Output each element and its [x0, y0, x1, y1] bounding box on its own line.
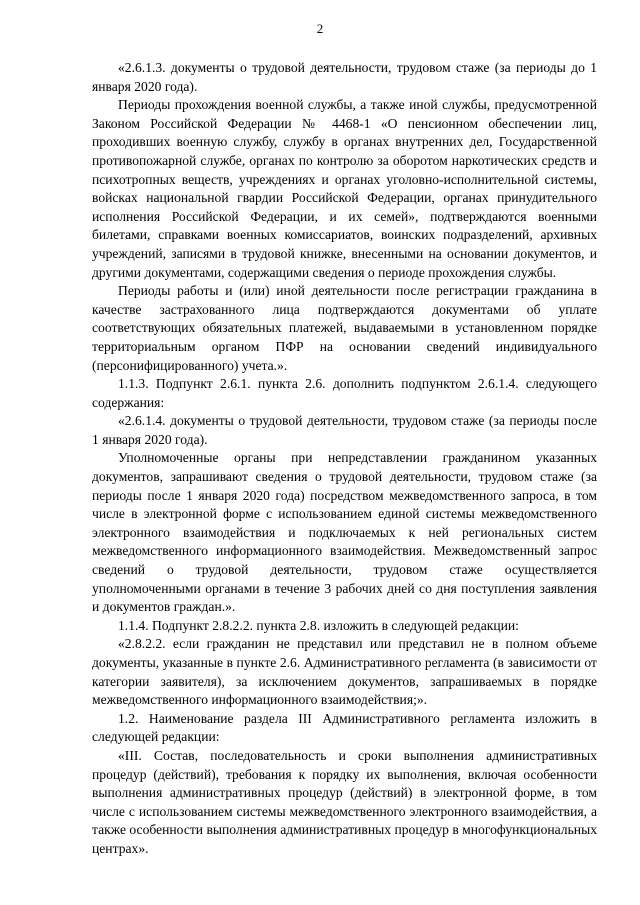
paragraph-1-1-4: 1.1.4. Подпункт 2.8.2.2. пункта 2.8. изложить в следующей редакции:	[118, 617, 519, 633]
paragraph-interagency-request: Уполномоченные органы при непредставлении гражданином указанных документов, запрашивают сведения о трудовой деятельности, трудовом стаже (за периоды после 1 января 2020 года) посредством межведомственного запроса, в том числе в электронной форме с использованием единой системы межведомственного электронного взаимодействия и подключаемых к ней региональных систем межведомственного информационного взаимодействия. Межведомственный запрос сведений о трудовой деятельности, трудовом стаже осуществляется уполномоченными органами в течение 3 рабочих дней со дня поступления заявления и документов граждан.».	[92, 450, 597, 615]
paragraph-military-service: Периоды прохождения военной службы, а также иной службы, предусмотренной Законом Российской Федерации № 4468-1 «О пенсионном обеспечении лиц, проходивших военную службу, службу в органах внутренних дел, Государственной противопожарной службе, органах по контролю за оборотом наркотических средств и психотропных веществ, учреждениях и органах уголовно-исполнительной системы, войсках национальной гвардии Российской Федерации, органах принудительного исполнения Российской Федерации, и их семей», подтверждаются военными билетами, справками военных комиссариатов, воинских подразделений, архивных учреждений, записями в трудовой книжке, внесенными на основании документов, и другими документами, содержащими сведения о периоде прохождения службы.	[92, 97, 597, 280]
paragraph-1-2: 1.2. Наименование раздела III Административного регламента изложить в следующей редакции:	[92, 710, 597, 745]
paragraph-2-6-1-4: «2.6.1.4. документы о трудовой деятельности, трудовом стаже (за периоды после 1 января 2020 года).	[92, 413, 597, 447]
paragraph-2-6-1-3: «2.6.1.3. документы о трудовой деятельности, трудовом стаже (за периоды до 1 января 2020 года).	[92, 60, 597, 94]
document-body	[92, 59, 597, 859]
page-number: 2	[316, 21, 324, 36]
paragraph-section-iii: «III. Состав, последовательность и сроки выполнения административных процедур (действий), требования к порядку их выполнения, включая особенности выполнения административных процедур (действий) в электронной форме, в том числе с использованием системы межведомственного электронного взаимодействия, а также особенности выполнения административных процедур в многофункциональных центрах».	[92, 747, 597, 856]
paragraph-1-1-3: 1.1.3. Подпункт 2.6.1. пункта 2.6. дополнить подпунктом 2.6.1.4. следующего содержания:	[92, 376, 597, 410]
paragraph-work-periods: Периоды работы и (или) иной деятельности после регистрации гражданина в качестве застрахованного лица подтверждаются документами об уплате соответствующих обязательных платежей, выдаваемыми в установленном порядке территориальным органом ПФР на основании сведений индивидуального (персонифицированного) учета.».	[92, 283, 597, 373]
paragraph-2-8-2-2: «2.8.2.2. если гражданин не представил или представил не в полном объеме документы, указанные в пункте 2.6. Административного регламента (в зависимости от категории заявителя), за исключением документов, запрашиваемых в порядке межведомственного информационного взаимодействия;».	[92, 636, 597, 708]
